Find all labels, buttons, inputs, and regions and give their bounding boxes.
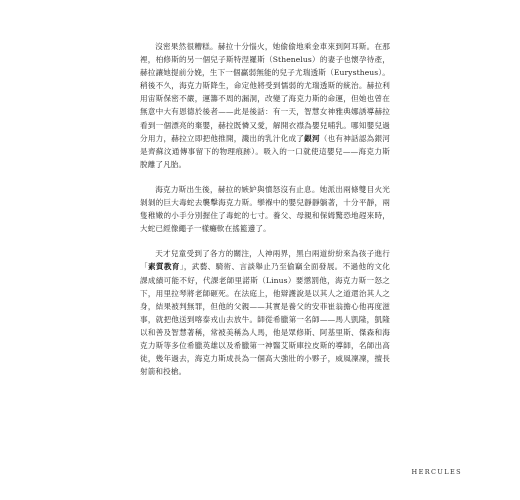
paragraph-text: 海克力斯出生後，赫拉的嫉妒與憤怒沒有止息。她派出兩條雙目火光剝剝的巨大毒蛇去襲擊海克力斯。孿褓中的嬰兒靜靜躺著，十分平靜，兩隻稚嫩的小手分別握住了毒蛇的七寸。養父、母親和保姆驚恐地趕來時，大蛇已經像繩子一樣癱軟在搖籃邊了。 <box>140 184 390 234</box>
paragraph <box>140 183 390 235</box>
paragraph-text: 沒密果然很糟糕。赫拉十分惱火，她偷偷地乘金車來到阿耳斯。在那裡，柏修斯的另一個兒子斯特涅羅斯（Sthenelus）的妻子也懷孕待產，赫拉讓她提前分娩，生下一個贏弱無能的兒子尤瑞透斯（Eurystheus）。稍後不久，海克力斯降生，命定他將受到懦弱的尤瑞透斯的統治。赫拉利用宙斯保密不嚴，運籌不周的漏洞，改變了海克力斯的命運，但她也曾在無意中大有恩德於後者——此是後話：有一天，智慧女神雅典娜誘導赫拉看到一個漂亮的棄嬰，赫拉既憐又愛，解開衣襟為嬰兒哺乳。哪知嬰兒過分用力，赫拉立即把他推開，濺出的乳汁化成了 <box>140 42 390 143</box>
highlighted-term: 素質教育 <box>147 262 180 272</box>
body-text <box>140 40 390 390</box>
running-footer: HERCULES <box>411 468 462 476</box>
paragraph <box>140 247 390 378</box>
paragraph-text: （也有神話認為銀河是齊蘇汶通傳事留下的物理痕跡）。吸入的一口就使這嬰兒——海克力斯脫離了凡胎。 <box>140 133 390 169</box>
paragraph <box>140 40 390 171</box>
highlighted-term: 銀河 <box>304 133 320 143</box>
paragraph-text: 」，武藝、騎術、言談舉止乃至偷竊全面發展。不過他的文化課成績可能不好，代課老師里諾斯（Linus）要懲罰他，海克力斯一怒之下，用里拉琴將老師砸死。在法庭上，他辯護說是以其人之道還治其人之身，結果被判無罪，但他的父親——其實是養父的安菲崔翁擔心他再度滋事，就把他送到喀泰戎山去放牛。師從希臘第一名師——馬人凱隆，凱隆以和善及智慧著稱，常被美稱為人馬，他是眾修斯、阿基里斯、傑森和海克力斯等多位希臘英雄以及希臘第一神醫艾斯庫拉皮斯的導師，名師出高徒，幾年過去，海克力斯成長為一個高大強壯的小夥子，威風凜凜，擅長射箭和投槍。 <box>140 262 391 377</box>
paragraph-text: 天才兒童受到了各方的關注，人神兩界，黑白兩道紛紛來為孩子進行「 <box>140 249 390 272</box>
